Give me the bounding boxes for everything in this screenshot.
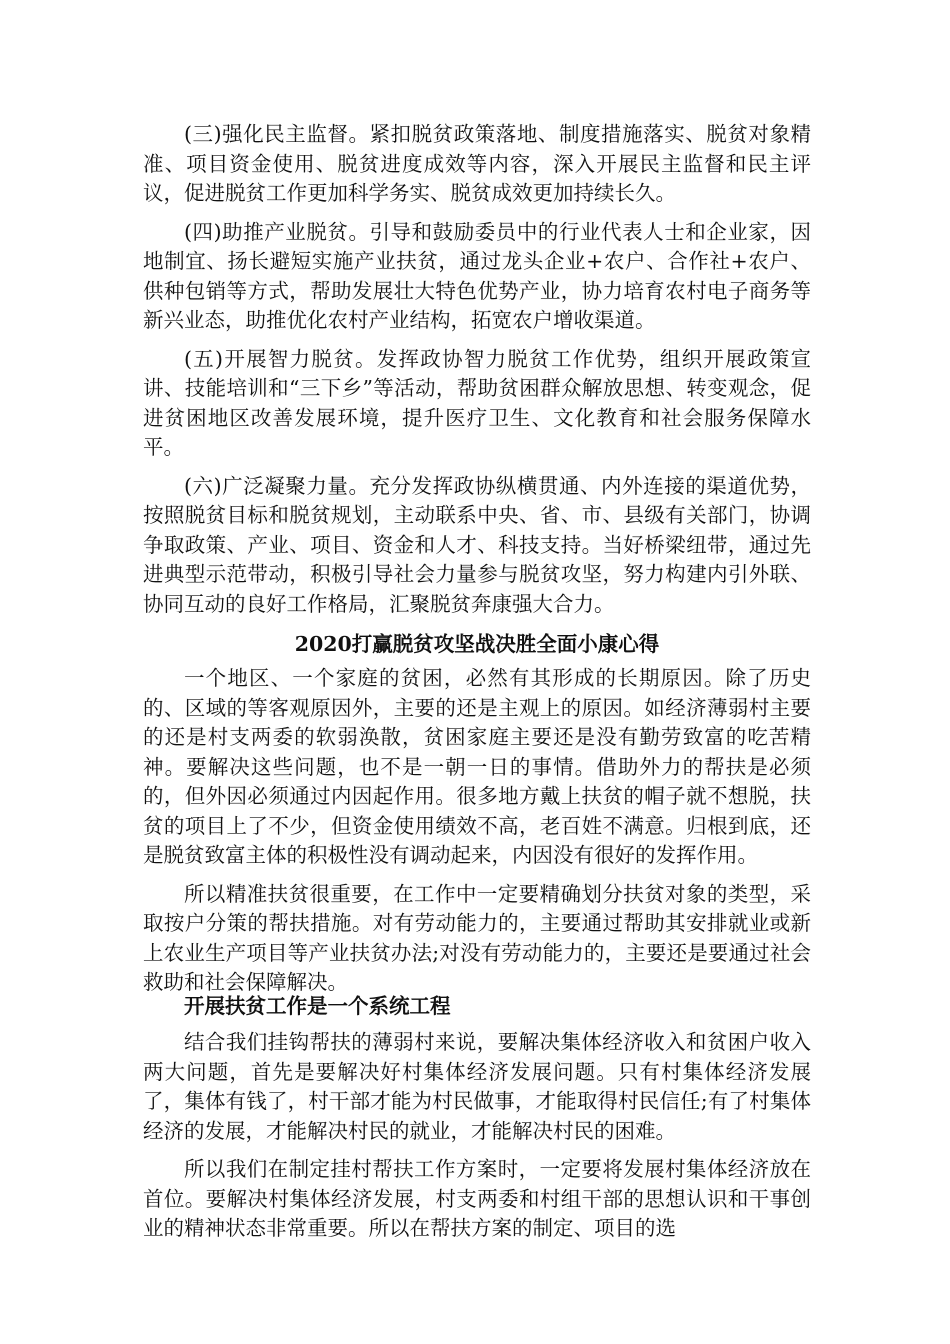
paragraph-plan: 所以我们在制定挂村帮扶工作方案时，一定要将发展村集体经济放在首位。要解决村集体经济发展，村支两委和村组干部的思想认识和干事创业的精神状态非常重要。所以在帮扶方案的制定、项目的选 xyxy=(143,1157,811,1240)
section-two xyxy=(143,664,811,998)
paragraph-intellect: (五)开展智力脱贫。发挥政协智力脱贫工作优势，组织开展政策宣讲、技能培训和“三下乡”等活动，帮助贫困群众解放思想、转变观念，促进贫困地区改善发展环境，提升医疗卫生、文化教育和社会服务保障水平。 xyxy=(143,346,811,459)
paragraph-industry: (四)助推产业脱贫。引导和鼓励委员中的行业代表人士和企业家，因地制宜、扬长避短实施产业扶贫，通过龙头企业+农户、合作社+农户、供种包销等方式，帮助发展壮大特色优势产业，协力培育农村电子商务等新兴业态，助推优化农村产业结构，拓宽农户增收渠道。 xyxy=(143,219,811,332)
paragraph-poverty-causes: 一个地区、一个家庭的贫困，必然有其形成的长期原因。除了历史的、区域的等客观原因外，主要的还是主观上的原因。如经济薄弱村主要的还是村支两委的软弱涣散，贫困家庭主要还是没有勤劳致富的吃苦精神。要解决这些问题，也不是一朝一日的事情。借助外力的帮扶是必须的，但外因必须通过内因起作用。很多地方戴上扶贫的帽子就不想脱，扶贫的项目上了不少，但资金使用绩效不高，老百姓不满意。归根到底，还是脱贫致富主体的积极性没有调动起来，内因没有很好的发挥作用。 xyxy=(143,666,811,867)
paragraph-precision: 所以精准扶贫很重要，在工作中一定要精确划分扶贫对象的类型，采取按户分策的帮扶措施。对有劳动能力的，主要通过帮助其安排就业或新上农业生产项目等产业扶贫办法;对没有劳动能力的，主要还是要通过社会救助和社会保障解决。 xyxy=(143,881,811,994)
paragraph-collective-economy: 结合我们挂钩帮扶的薄弱村来说，要解决集体经济收入和贫困户收入两大问题，首先是要解决好村集体经济发展问题。只有村集体经济发展了，集体有钱了，村干部才能为村民做事，才能取得村民信任;有了村集体经济的发展，才能解决村民的就业，才能解决村民的困难。 xyxy=(143,1030,811,1143)
paragraph-supervision: (三)强化民主监督。紧扣脱贫政策落地、制度措施落实、脱贫对象精准、项目资金使用、脱贫进度成效等内容，深入开展民主监督和民主评议，促进脱贫工作更加科学务实、脱贫成效更加持续长久。 xyxy=(143,122,811,205)
section-subheading: 开展扶贫工作是一个系统工程 xyxy=(184,994,451,1018)
section-three xyxy=(143,1028,811,1244)
section-one xyxy=(143,120,811,619)
paragraph-forces: (六)广泛凝聚力量。充分发挥政协纵横贯通、内外连接的渠道优势，按照脱贫目标和脱贫规划，主动联系中央、省、市、县级有关部门，协调争取政策、产业、项目、资金和人才、科技支持。当好桥梁纽带，通过先进典型示范带动，积极引导社会力量参与脱贫攻坚，努力构建内引外联、协同互动的良好工作格局，汇聚脱贫奔康强大合力。 xyxy=(143,473,811,616)
article-title: 2020打赢脱贫攻坚战决胜全面小康心得 xyxy=(294,632,660,656)
